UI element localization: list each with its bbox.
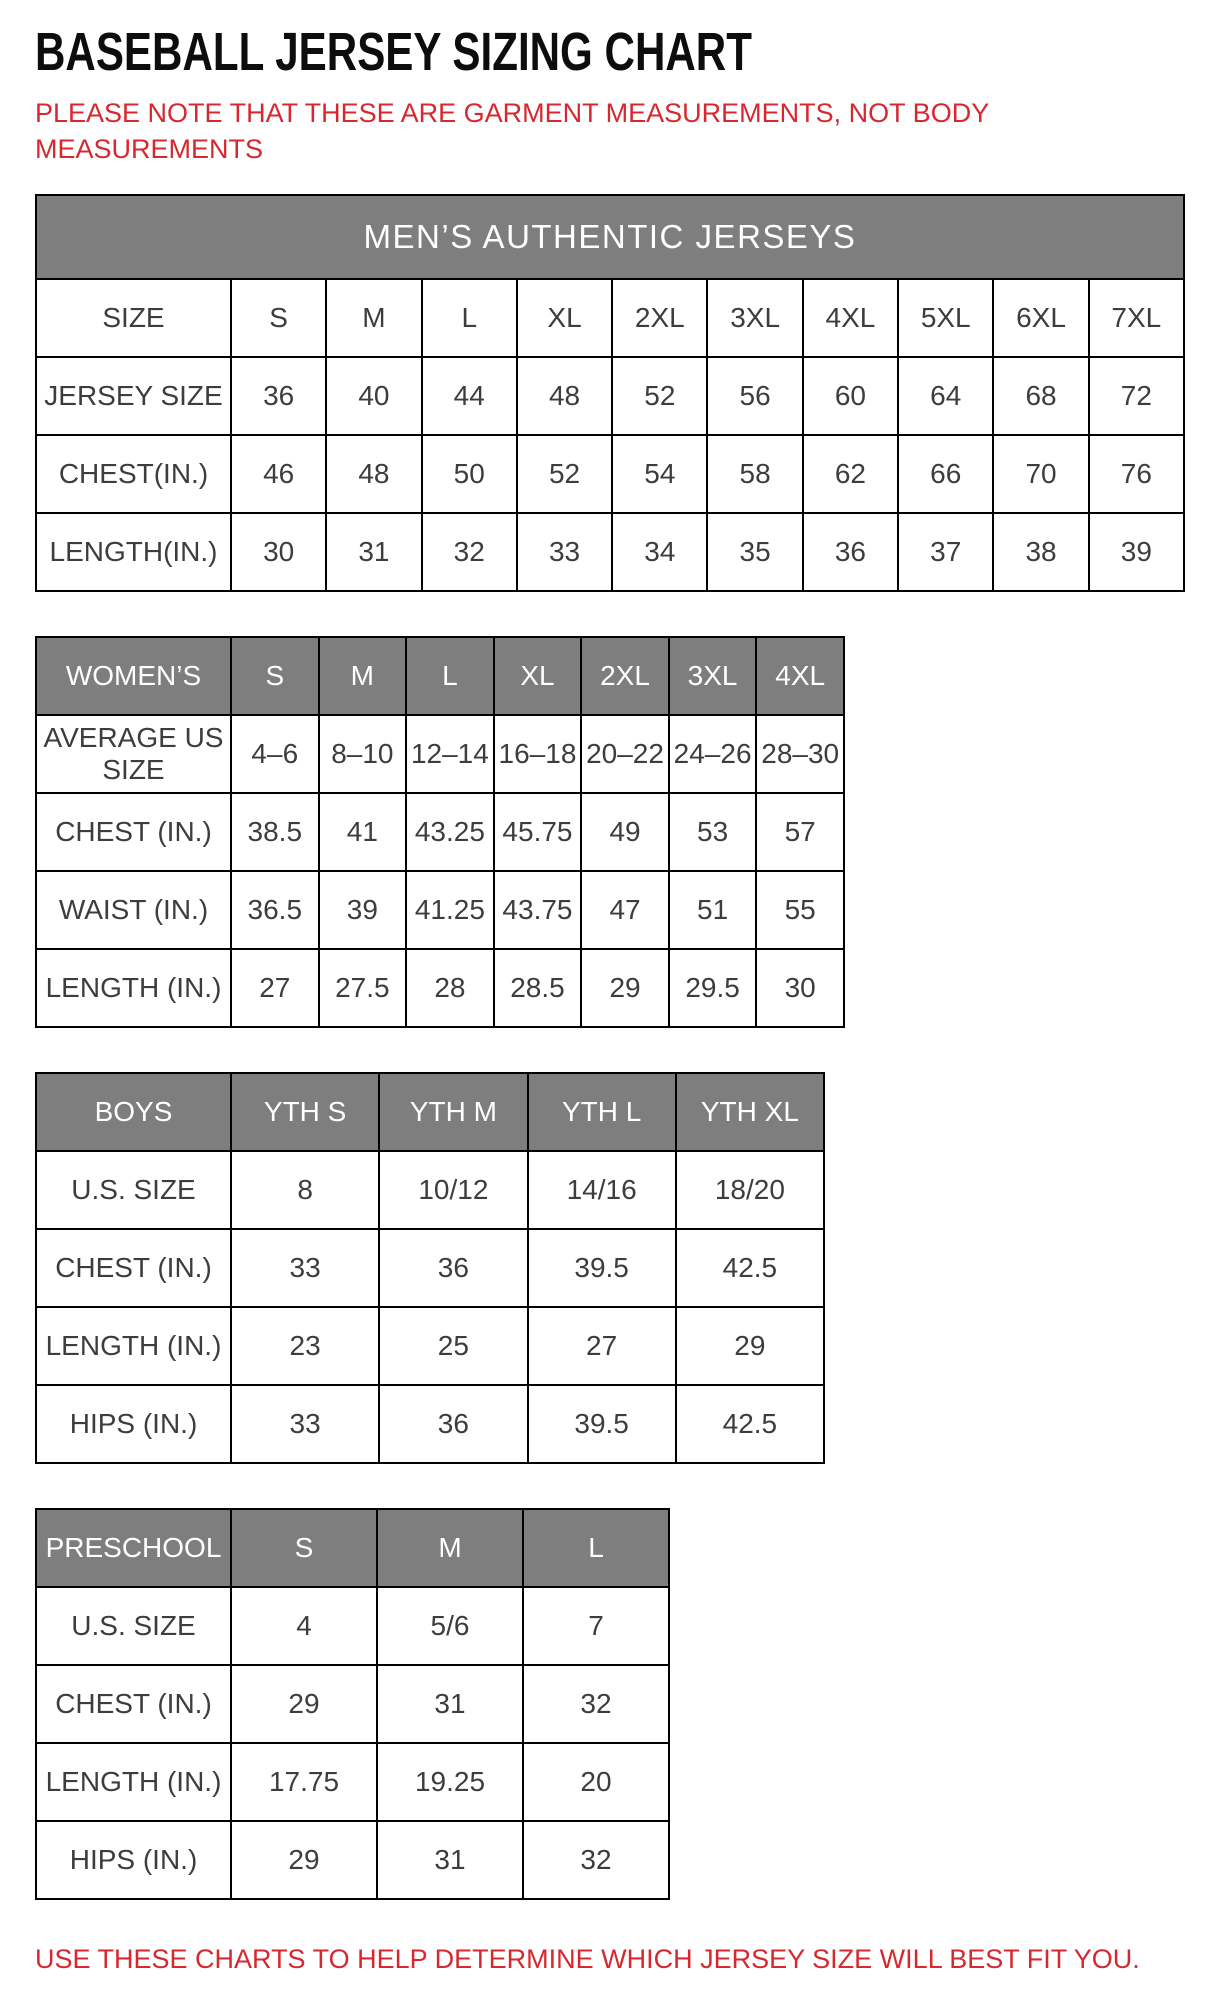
column-header: L bbox=[523, 1509, 669, 1587]
table-cell: 39 bbox=[1089, 513, 1184, 591]
boys-row-2 bbox=[36, 1229, 824, 1307]
table-cell: 52 bbox=[517, 435, 612, 513]
column-header: 6XL bbox=[993, 279, 1088, 357]
footer-note: USE THESE CHARTS TO HELP DETERMINE WHICH JERSEY SIZE WILL BEST FIT YOU. bbox=[35, 1943, 1140, 1974]
womens-row-2 bbox=[36, 793, 844, 871]
table-cell: 36 bbox=[803, 513, 898, 591]
row-label: U.S. SIZE bbox=[36, 1151, 231, 1229]
table-cell: 46 bbox=[231, 435, 326, 513]
column-header: 3XL bbox=[707, 279, 802, 357]
mens-row-2 bbox=[36, 435, 1184, 513]
table-cell: 62 bbox=[803, 435, 898, 513]
table-cell: 27 bbox=[528, 1307, 676, 1385]
table-cell: 28 bbox=[406, 949, 494, 1027]
boys-sizing-table bbox=[35, 1072, 825, 1464]
table-cell: 20 bbox=[523, 1743, 669, 1821]
table-cell: 4–6 bbox=[231, 715, 319, 793]
mens-table-title: MEN’S AUTHENTIC JERSEYS bbox=[36, 195, 1184, 279]
table-cell: 24–26 bbox=[669, 715, 757, 793]
table-cell: 49 bbox=[581, 793, 669, 871]
table-cell: 64 bbox=[898, 357, 993, 435]
table-cell: 29 bbox=[581, 949, 669, 1027]
table-cell: 47 bbox=[581, 871, 669, 949]
sizing-tables-container bbox=[35, 194, 1185, 1900]
row-label: BOYS bbox=[36, 1073, 231, 1151]
table-cell: 33 bbox=[517, 513, 612, 591]
table-cell: 40 bbox=[326, 357, 421, 435]
table-cell: 48 bbox=[326, 435, 421, 513]
boys-row-0 bbox=[36, 1073, 824, 1151]
column-header: S bbox=[231, 1509, 377, 1587]
table-cell: 29 bbox=[676, 1307, 824, 1385]
table-cell: 29.5 bbox=[669, 949, 757, 1027]
table-cell: 19.25 bbox=[377, 1743, 523, 1821]
preschool-row-1 bbox=[36, 1587, 669, 1665]
table-cell: 58 bbox=[707, 435, 802, 513]
column-header: 2XL bbox=[581, 637, 669, 715]
column-header: XL bbox=[517, 279, 612, 357]
table-cell: 27 bbox=[231, 949, 319, 1027]
row-label: JERSEY SIZE bbox=[36, 357, 231, 435]
table-cell: 29 bbox=[231, 1821, 377, 1899]
table-cell: 29 bbox=[231, 1665, 377, 1743]
row-label: CHEST (IN.) bbox=[36, 1229, 231, 1307]
womens-sizing-table bbox=[35, 636, 845, 1028]
row-label: WAIST (IN.) bbox=[36, 871, 231, 949]
column-header: M bbox=[326, 279, 421, 357]
column-header: YTH S bbox=[231, 1073, 379, 1151]
mens-banner-row bbox=[36, 195, 1184, 279]
boys-row-1 bbox=[36, 1151, 824, 1229]
table-cell: 57 bbox=[756, 793, 844, 871]
table-cell: 60 bbox=[803, 357, 898, 435]
column-header: L bbox=[406, 637, 494, 715]
table-cell: 51 bbox=[669, 871, 757, 949]
column-header: 3XL bbox=[669, 637, 757, 715]
table-cell: 31 bbox=[326, 513, 421, 591]
table-cell: 8–10 bbox=[319, 715, 407, 793]
womens-row-3 bbox=[36, 871, 844, 949]
table-cell: 14/16 bbox=[528, 1151, 676, 1229]
table-cell: 35 bbox=[707, 513, 802, 591]
column-header: 2XL bbox=[612, 279, 707, 357]
table-cell: 12–14 bbox=[406, 715, 494, 793]
mens-row-3 bbox=[36, 513, 1184, 591]
preschool-row-0 bbox=[36, 1509, 669, 1587]
table-cell: 20–22 bbox=[581, 715, 669, 793]
table-cell: 53 bbox=[669, 793, 757, 871]
column-header: L bbox=[422, 279, 517, 357]
table-cell: 36 bbox=[379, 1229, 527, 1307]
table-cell: 8 bbox=[231, 1151, 379, 1229]
womens-row-0 bbox=[36, 637, 844, 715]
table-cell: 39.5 bbox=[528, 1229, 676, 1307]
table-cell: 16–18 bbox=[494, 715, 582, 793]
column-header: XL bbox=[494, 637, 582, 715]
row-label: LENGTH (IN.) bbox=[36, 1307, 231, 1385]
table-cell: 70 bbox=[993, 435, 1088, 513]
table-cell: 39 bbox=[319, 871, 407, 949]
table-cell: 50 bbox=[422, 435, 517, 513]
table-cell: 54 bbox=[612, 435, 707, 513]
table-cell: 42.5 bbox=[676, 1229, 824, 1307]
row-label: CHEST (IN.) bbox=[36, 793, 231, 871]
table-cell: 66 bbox=[898, 435, 993, 513]
row-label: WOMEN’S bbox=[36, 637, 231, 715]
table-cell: 32 bbox=[523, 1665, 669, 1743]
row-label: LENGTH (IN.) bbox=[36, 949, 231, 1027]
column-header: M bbox=[319, 637, 407, 715]
column-header: 4XL bbox=[803, 279, 898, 357]
table-cell: 34 bbox=[612, 513, 707, 591]
table-cell: 44 bbox=[422, 357, 517, 435]
boys-row-4 bbox=[36, 1385, 824, 1463]
table-cell: 56 bbox=[707, 357, 802, 435]
row-label: HIPS (IN.) bbox=[36, 1821, 231, 1899]
column-header: YTH M bbox=[379, 1073, 527, 1151]
garment-measurements-note: PLEASE NOTE THAT THESE ARE GARMENT MEASUREMENTS, NOT BODY MEASUREMENTS bbox=[35, 97, 989, 165]
table-cell: 7 bbox=[523, 1587, 669, 1665]
table-cell: 28–30 bbox=[756, 715, 844, 793]
table-cell: 72 bbox=[1089, 357, 1184, 435]
preschool-row-3 bbox=[36, 1743, 669, 1821]
column-header: M bbox=[377, 1509, 523, 1587]
page-title: BASEBALL JERSEY SIZING CHART bbox=[35, 22, 752, 82]
row-label: LENGTH(IN.) bbox=[36, 513, 231, 591]
table-cell: 39.5 bbox=[528, 1385, 676, 1463]
table-cell: 37 bbox=[898, 513, 993, 591]
preschool-sizing-table bbox=[35, 1508, 670, 1900]
column-header: S bbox=[231, 279, 326, 357]
table-cell: 43.25 bbox=[406, 793, 494, 871]
table-cell: 28.5 bbox=[494, 949, 582, 1027]
table-cell: 5/6 bbox=[377, 1587, 523, 1665]
table-cell: 31 bbox=[377, 1665, 523, 1743]
table-cell: 30 bbox=[231, 513, 326, 591]
table-cell: 32 bbox=[422, 513, 517, 591]
table-cell: 38 bbox=[993, 513, 1088, 591]
row-label: PRESCHOOL bbox=[36, 1509, 231, 1587]
row-label: HIPS (IN.) bbox=[36, 1385, 231, 1463]
table-cell: 41.25 bbox=[406, 871, 494, 949]
table-cell: 10/12 bbox=[379, 1151, 527, 1229]
column-header: 5XL bbox=[898, 279, 993, 357]
row-label: CHEST(IN.) bbox=[36, 435, 231, 513]
column-header: 4XL bbox=[756, 637, 844, 715]
table-cell: 38.5 bbox=[231, 793, 319, 871]
womens-row-1 bbox=[36, 715, 844, 793]
table-cell: 23 bbox=[231, 1307, 379, 1385]
table-cell: 41 bbox=[319, 793, 407, 871]
table-cell: 76 bbox=[1089, 435, 1184, 513]
preschool-row-2 bbox=[36, 1665, 669, 1743]
table-cell: 18/20 bbox=[676, 1151, 824, 1229]
mens-sizing-table bbox=[35, 194, 1185, 592]
womens-row-4 bbox=[36, 949, 844, 1027]
table-cell: 55 bbox=[756, 871, 844, 949]
table-cell: 48 bbox=[517, 357, 612, 435]
row-label: SIZE bbox=[36, 279, 231, 357]
table-cell: 33 bbox=[231, 1385, 379, 1463]
table-cell: 36 bbox=[379, 1385, 527, 1463]
column-header: YTH XL bbox=[676, 1073, 824, 1151]
table-cell: 52 bbox=[612, 357, 707, 435]
table-cell: 30 bbox=[756, 949, 844, 1027]
table-cell: 31 bbox=[377, 1821, 523, 1899]
table-cell: 25 bbox=[379, 1307, 527, 1385]
table-cell: 27.5 bbox=[319, 949, 407, 1027]
column-header: YTH L bbox=[528, 1073, 676, 1151]
row-label: LENGTH (IN.) bbox=[36, 1743, 231, 1821]
row-label: CHEST (IN.) bbox=[36, 1665, 231, 1743]
table-cell: 32 bbox=[523, 1821, 669, 1899]
table-cell: 43.75 bbox=[494, 871, 582, 949]
row-label: AVERAGE US SIZE bbox=[36, 715, 231, 793]
mens-row-0 bbox=[36, 279, 1184, 357]
table-cell: 17.75 bbox=[231, 1743, 377, 1821]
table-cell: 42.5 bbox=[676, 1385, 824, 1463]
table-cell: 36.5 bbox=[231, 871, 319, 949]
table-cell: 45.75 bbox=[494, 793, 582, 871]
table-cell: 68 bbox=[993, 357, 1088, 435]
column-header: 7XL bbox=[1089, 279, 1184, 357]
column-header: S bbox=[231, 637, 319, 715]
table-cell: 33 bbox=[231, 1229, 379, 1307]
preschool-row-4 bbox=[36, 1821, 669, 1899]
table-cell: 4 bbox=[231, 1587, 377, 1665]
boys-row-3 bbox=[36, 1307, 824, 1385]
table-cell: 36 bbox=[231, 357, 326, 435]
mens-row-1 bbox=[36, 357, 1184, 435]
row-label: U.S. SIZE bbox=[36, 1587, 231, 1665]
